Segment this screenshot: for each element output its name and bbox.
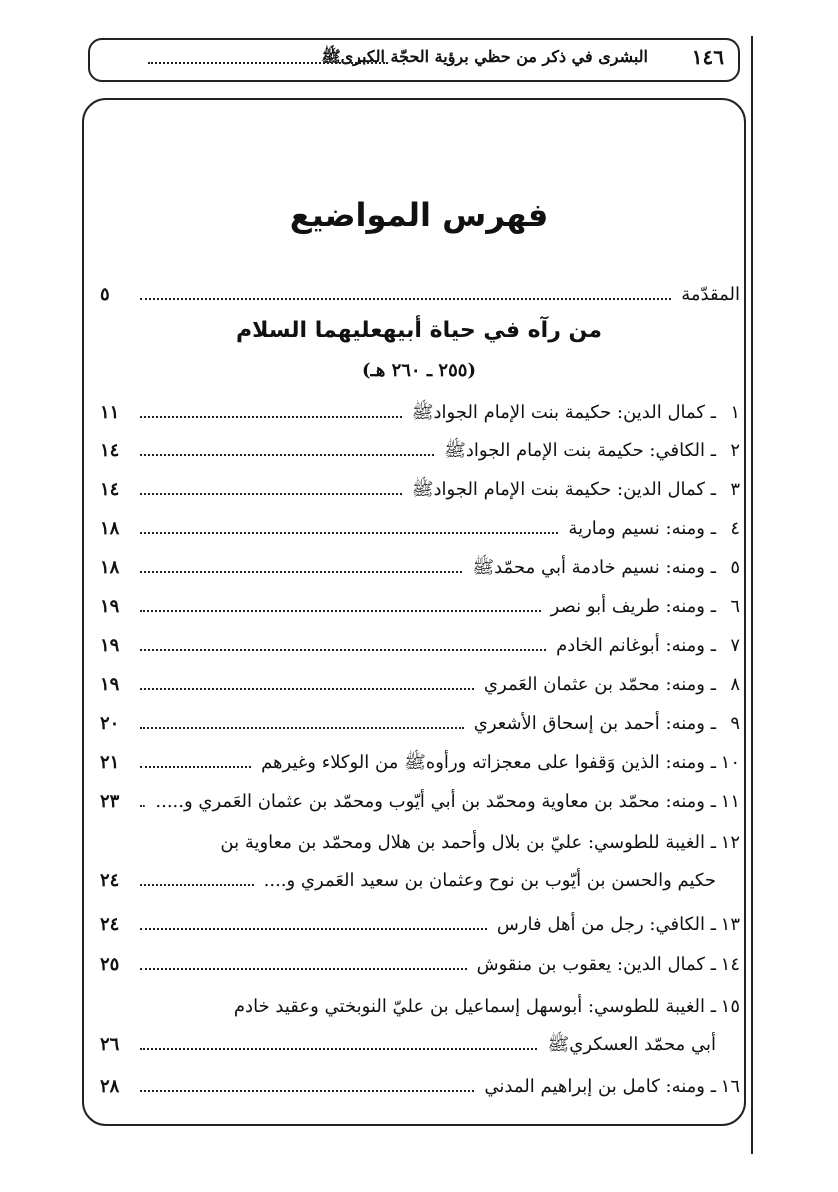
- toc-entry-number: ٦: [730, 596, 740, 617]
- toc-entry-number: ٢: [730, 440, 740, 461]
- toc-entry-page: ١٨: [100, 557, 120, 578]
- toc-entry-label: المقدّمة: [681, 284, 740, 305]
- header-title: البشرى في ذكر من حظي برؤية الحجّة الكبرىﷺ: [321, 47, 648, 66]
- leader-dots: [140, 298, 671, 300]
- toc-entry-number: ٤: [730, 518, 740, 539]
- toc-entry-page: ٢٤: [100, 914, 120, 935]
- leader-dots: [140, 493, 402, 495]
- leader-dots: [140, 928, 487, 930]
- toc-entry-label: ـ كمال الدين: حكيمة بنت الإمام الجوادﷺ: [411, 402, 716, 423]
- toc-entry-number: ١٦: [720, 1076, 740, 1097]
- toc-entry-page: ١٤: [100, 440, 120, 461]
- toc-entry: [100, 787, 740, 817]
- leader-dots: [140, 968, 467, 970]
- leader-dots: [140, 805, 145, 807]
- toc-entry-label: ـ كمال الدين: يعقوب بن منقوش: [476, 954, 716, 975]
- toc-entry-label: ـ ومنه: الذين وَقفوا على معجزاته ورأوهﷺ من الوكلاء وغيرهم: [261, 752, 716, 773]
- toc-entry-label: ـ ومنه: نسيم ومارية: [568, 518, 716, 539]
- leader-dots: [140, 1090, 474, 1092]
- toc-entry: [100, 748, 740, 778]
- toc-entry: [100, 828, 740, 891]
- toc-entry-continuation: أبي محمّد العسكريﷺ: [547, 1034, 716, 1055]
- toc-entry: [100, 670, 740, 700]
- toc-entry-label: ـ الغيبة للطوسي: أبوسهل إسماعيل بن عليّ النوبختي وعقيد خادم: [233, 996, 716, 1017]
- section-subtitle: (٢٥٥ ـ ٢٦٠ هـ): [362, 360, 476, 381]
- toc-entry-page: ١٩: [100, 596, 120, 617]
- toc-entry-number: ١: [730, 402, 740, 423]
- toc-entry-page: ٢١: [100, 752, 120, 773]
- toc-entry: [100, 398, 740, 428]
- header-leader-dots: [148, 62, 388, 64]
- toc-entry-page: ١٩: [100, 674, 120, 695]
- toc-entry-number: ٥: [730, 557, 740, 578]
- toc-entry: [100, 910, 740, 940]
- leader-dots: [140, 416, 402, 418]
- toc-entry-page: ٢٣: [100, 791, 120, 812]
- toc-entry: [100, 436, 740, 466]
- toc-entry-page: ٢٦: [100, 1034, 120, 1055]
- toc-entry: [100, 950, 740, 980]
- toc-entry: [100, 553, 740, 583]
- toc-entry: [100, 1072, 740, 1102]
- toc-entry-page: ١٩: [100, 635, 120, 656]
- toc-entry: [100, 709, 740, 739]
- toc-entry: [100, 475, 740, 505]
- toc-entry-number: ٩: [730, 713, 740, 734]
- leader-dots: [140, 688, 474, 690]
- toc-entry: [100, 992, 740, 1055]
- toc-entry: [100, 514, 740, 544]
- toc-entry-page: ١١: [100, 402, 120, 423]
- toc-entry-intro: [100, 280, 740, 310]
- toc-entry-label: ـ ومنه: نسيم خادمة أبي محمّدﷺ: [472, 557, 716, 578]
- toc-entry-label: ـ ومنه: محمّد بن معاوية ومحمّد بن أبي أيّوب ومحمّد بن عثمان العَمري و.....: [155, 791, 716, 812]
- running-header: [88, 38, 740, 82]
- toc-entry-label: ـ ومنه: أحمد بن إسحاق الأشعري: [473, 713, 716, 734]
- toc-entry-number: ١٤: [720, 954, 740, 975]
- toc-entry-number: ١٥: [720, 996, 740, 1017]
- toc-entry-number: ٣: [730, 479, 740, 500]
- leader-dots: [140, 727, 464, 729]
- section-title: من رآه في حياة أبيهعليهما السلام: [236, 318, 602, 343]
- toc-entry-number: ١١: [720, 791, 740, 812]
- leader-dots: [140, 571, 462, 573]
- toc-entry-label: ـ ومنه: كامل بن إبراهيم المدني: [484, 1076, 716, 1097]
- toc-entry-label: ـ الكافي: رجل من أهل فارس: [496, 914, 716, 935]
- toc-entry: [100, 631, 740, 661]
- toc-entry-label: ـ ومنه: طريف أبو نصر: [550, 596, 716, 617]
- toc-entry-page: ١٤: [100, 479, 120, 500]
- leader-dots: [140, 884, 254, 886]
- toc-entry-number: ١٣: [720, 914, 740, 935]
- page-heading: فهرس المواضيع: [289, 196, 549, 234]
- toc-entry-page: ٢٤: [100, 870, 120, 891]
- toc-entry-label: ـ الغيبة للطوسي: عليّ بن بلال وأحمد بن هلال ومحمّد بن معاوية بن: [220, 832, 716, 853]
- leader-dots: [140, 766, 251, 768]
- toc-entry-number: ١٢: [720, 832, 740, 853]
- toc-entry-label: ـ كمال الدين: حكيمة بنت الإمام الجوادﷺ: [411, 479, 716, 500]
- toc-entry-continuation: حكيم والحسن بن أيّوب بن نوح وعثمان بن سعيد العَمري و....: [263, 870, 716, 891]
- leader-dots: [140, 454, 434, 456]
- toc-entry-number: ١٠: [720, 752, 740, 773]
- toc-entry-label: ـ الكافي: حكيمة بنت الإمام الجوادﷺ: [444, 440, 716, 461]
- leader-dots: [140, 649, 546, 651]
- toc-entry-page: ٢٨: [100, 1076, 120, 1097]
- toc-entry-page: ٥: [100, 284, 110, 305]
- toc-entry-page: ٢٥: [100, 954, 120, 975]
- toc-entry-page: ١٨: [100, 518, 120, 539]
- toc-entry-number: ٧: [730, 635, 740, 656]
- toc-entry: [100, 592, 740, 622]
- toc-entry-number: ٨: [730, 674, 740, 695]
- toc-entry-label: ـ ومنه: محمّد بن عثمان العَمري: [483, 674, 716, 695]
- toc-entry-label: ـ ومنه: أبوغانم الخادم: [556, 635, 716, 656]
- header-page-number: ١٤٦: [691, 45, 724, 69]
- leader-dots: [140, 1048, 537, 1050]
- leader-dots: [140, 610, 541, 612]
- leader-dots: [140, 532, 558, 534]
- toc-entry-page: ٢٠: [100, 713, 120, 734]
